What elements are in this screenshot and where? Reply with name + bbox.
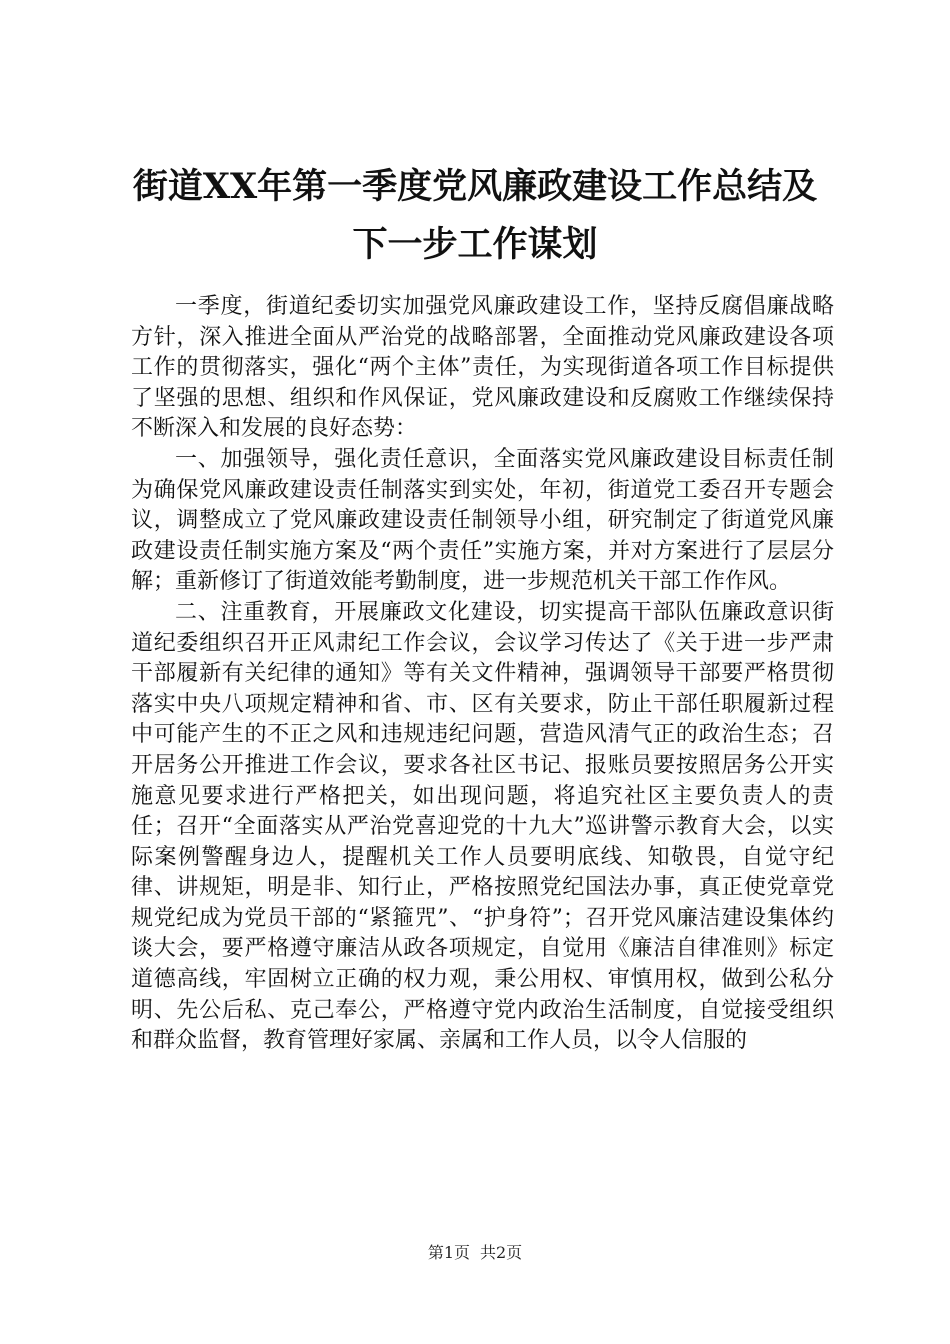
paragraph-section-2: 二、注重教育，开展廉政文化建设，切实提高干部队伍廉政意识街道纪委组织召开正风肃纪工作会议，会议学习传达了《关于进一步严肃干部履新有关纪律的通知》等有关文件精神，强调领导干部要严格贯彻落实中央八项规定精神和省、市、区有关要求，防止干部任职履新过程中可能产生的不正之风和违规违纪问题，营造风清气正的政治生态；召开居务公开推进工作会议，要求各社区书记、报账员要按照居务公开实施意见要求进行严格把关，如出现问题，将追究社区主要负责人的责任；召开“全面落实从严治党喜迎党的十九大”巡讲警示教育大会，以实际案例警醒身边人，提醒机关工作人员要明底线、知敬畏，自觉守纪律、讲规矩，明是非、知行止，严格按照党纪国法办事，真正使党章党规党纪成为党员干部的“紧箍咒”、“护身符”；召开党风廉洁建设集体约谈大会，要严格遵守廉洁从政各项规定，自觉用《廉洁自律准则》标定道德高线，牢固树立正确的权力观，秉公用权、审慎用权，做到公私分明、先公后私、克己奉公，严格遵守党内政治生活制度，自觉接受组织和群众监督，教育管理好家属、亲属和工作人员，以令人信服的 xyxy=(131,599,834,1054)
title-line-1: 街道XX年第一季度党风廉政建设工作总结及 xyxy=(132,166,818,207)
title-line-2: 下一步工作谋划 xyxy=(352,224,598,265)
page-number: 第1页 xyxy=(427,1243,470,1262)
paragraph-section-1: 一、加强领导，强化责任意识，全面落实党风廉政建设目标责任制为确保党风廉政建设责任制落实到实处，年初，街道党工委召开专题会议，调整成立了党风廉政建设责任制领导小组，研究制定了街道党风廉政建设责任制实施方案及“两个责任”实施方案，并对方案进行了层层分解；重新修订了街道效能考勤制度，进一步规范机关干部工作作风。 xyxy=(131,446,834,595)
document-body xyxy=(131,292,834,1057)
page-total: 共2页 xyxy=(480,1243,523,1262)
paragraph-intro: 一季度，街道纪委切实加强党风廉政建设工作，坚持反腐倡廉战略方针，深入推进全面从严治党的战略部署，全面推动党风廉政建设各项工作的贯彻落实，强化“两个主体”责任，为实现街道各项工作目标提供了坚强的思想、组织和作风保证，党风廉政建设和反腐败工作继续保持不断深入和发展的良好态势： xyxy=(131,294,834,442)
page-footer xyxy=(0,1243,950,1263)
document-title xyxy=(120,158,830,274)
